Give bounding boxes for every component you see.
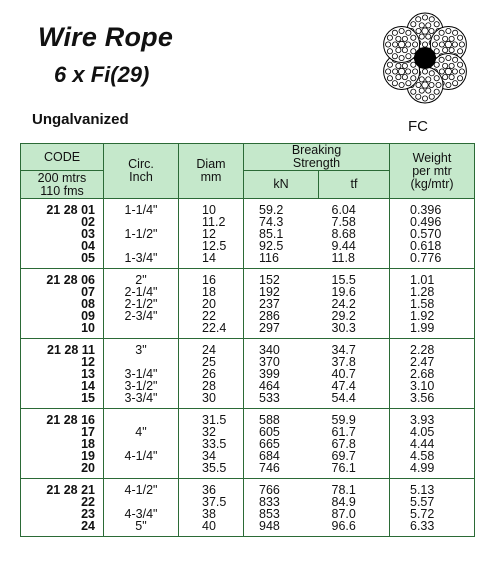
header-diam: Diam mm — [179, 144, 244, 199]
cell-value: 04 — [81, 239, 95, 253]
code-cell — [21, 339, 104, 409]
tf-cell — [319, 269, 390, 339]
weight-cell — [390, 339, 475, 409]
cell-value: 34.7 — [331, 343, 356, 357]
cell-value: 29.2 — [331, 309, 356, 323]
cell-value: 18 — [81, 437, 95, 451]
code-cell — [21, 199, 104, 269]
table-row-group — [21, 269, 475, 339]
cell-value: 23 — [81, 507, 95, 521]
cell-value: 21 28 01 — [46, 203, 95, 217]
cell-value: 464 — [259, 379, 280, 393]
cell-value: 21 28 11 — [47, 343, 95, 357]
circ-cell — [104, 479, 179, 537]
cell-value: 297 — [259, 321, 280, 335]
rope-cross-section-icon — [377, 10, 473, 106]
cell-value: 67.8 — [331, 437, 356, 451]
tf-cell — [319, 199, 390, 269]
cell-value: 3-1/4" — [124, 367, 158, 381]
cell-value: 35.5 — [202, 461, 227, 475]
cell-value: 69.7 — [331, 449, 356, 463]
cell-value: 6.33 — [410, 519, 435, 533]
cell-value: 96.6 — [331, 519, 356, 533]
cell-value: 15 — [81, 391, 95, 405]
cell-value: 4" — [135, 425, 147, 439]
cell-value: 1-1/4" — [124, 203, 158, 217]
cell-value: 92.5 — [259, 239, 284, 253]
cell-value: 192 — [259, 285, 280, 299]
cell-value: 17 — [81, 425, 95, 439]
cell-value: 2-3/4" — [124, 309, 158, 323]
product-title: Wire Rope — [38, 22, 174, 52]
cell-value: 08 — [81, 297, 95, 311]
cell-value: 2" — [135, 273, 147, 287]
finish-label: Ungalvanized — [32, 111, 129, 128]
cell-value: 24 — [202, 343, 216, 357]
cell-value: 03 — [81, 227, 95, 241]
cell-value: 399 — [259, 367, 280, 381]
table-row-group — [21, 339, 475, 409]
cell-value: 4.05 — [410, 425, 435, 439]
cell-value: 684 — [259, 449, 280, 463]
cell-value: 85.1 — [259, 227, 284, 241]
cell-value: 25 — [202, 355, 216, 369]
cell-value: 3.56 — [410, 391, 435, 405]
cell-value: 3" — [135, 343, 147, 357]
cell-value: 47.4 — [331, 379, 356, 393]
circ-cell — [104, 339, 179, 409]
tf-cell — [319, 479, 390, 537]
cell-value: 665 — [259, 437, 280, 451]
cell-value: 11.2 — [202, 215, 226, 229]
cell-value: 12 — [81, 355, 95, 369]
cell-value: 853 — [259, 507, 280, 521]
cell-value: 21 28 06 — [46, 273, 95, 287]
cell-value: 4.44 — [410, 437, 435, 451]
cell-value: 1.28 — [410, 285, 435, 299]
cell-value: 30 — [202, 391, 216, 405]
cell-value: 37.5 — [202, 495, 227, 509]
cell-value: 10 — [81, 321, 95, 335]
cell-value: 32 — [202, 425, 216, 439]
cell-value: 8.68 — [331, 227, 356, 241]
cell-value: 9.44 — [331, 239, 356, 253]
kn-cell — [244, 199, 319, 269]
cell-value: 4-1/4" — [124, 449, 158, 463]
cell-value: 2.47 — [410, 355, 435, 369]
cell-value: 40 — [202, 519, 216, 533]
cell-value: 19 — [81, 449, 95, 463]
core-label: FC — [408, 118, 428, 135]
header-tf: tf — [319, 171, 390, 199]
cell-value: 746 — [259, 461, 280, 475]
cell-value: 31.5 — [202, 413, 227, 427]
tf-cell — [319, 339, 390, 409]
cell-value: 54.4 — [331, 391, 356, 405]
cell-value: 340 — [259, 343, 280, 357]
circ-cell — [104, 269, 179, 339]
cell-value: 3.93 — [410, 413, 435, 427]
cell-value: 5.57 — [410, 495, 435, 509]
cell-value: 12.5 — [202, 239, 227, 253]
cell-value — [104, 462, 178, 474]
cell-value: 588 — [259, 413, 280, 427]
cell-value: 13 — [81, 367, 95, 381]
cell-value: 11.8 — [331, 251, 355, 265]
cell-value: 2-1/4" — [124, 285, 158, 299]
cell-value: 3-1/2" — [124, 379, 158, 393]
cell-value: 286 — [259, 309, 280, 323]
weight-cell — [390, 409, 475, 479]
cell-value: 78.1 — [331, 483, 356, 497]
cell-value: 14 — [81, 379, 95, 393]
cell-value: 37.8 — [331, 355, 356, 369]
cell-value: 59.2 — [259, 203, 284, 217]
cell-value: 0.396 — [410, 203, 442, 217]
header-code-length: 200 mtrs 110 fms — [21, 171, 104, 199]
cell-value: 948 — [259, 519, 280, 533]
diam-cell — [179, 479, 244, 537]
table-row-group — [21, 479, 475, 537]
cell-value: 22 — [81, 495, 95, 509]
code-cell — [21, 269, 104, 339]
weight-cell — [390, 199, 475, 269]
cell-value: 12 — [202, 227, 216, 241]
cell-value: 4.99 — [410, 461, 435, 475]
cell-value: 26 — [202, 367, 216, 381]
cell-value: 237 — [259, 297, 280, 311]
table-row-group — [21, 409, 475, 479]
cell-value: 1.01 — [410, 273, 435, 287]
cell-value — [104, 322, 178, 334]
cell-value: 24.2 — [331, 297, 356, 311]
cell-value: 09 — [81, 309, 95, 323]
kn-cell — [244, 479, 319, 537]
cell-value: 40.7 — [331, 367, 356, 381]
cell-value: 76.1 — [331, 461, 356, 475]
cell-value: 0.570 — [410, 227, 442, 241]
cell-value: 21 28 21 — [46, 483, 95, 497]
cell-value: 833 — [259, 495, 280, 509]
cell-value: 18 — [202, 285, 216, 299]
cell-value: 16 — [202, 273, 216, 287]
cell-value: 3-3/4" — [124, 391, 158, 405]
header-breaking-strength: Breaking Strength — [244, 144, 390, 171]
cell-value: 605 — [259, 425, 280, 439]
cell-value: 05 — [81, 251, 95, 265]
cell-value: 74.3 — [259, 215, 284, 229]
cell-value: 15.5 — [331, 273, 356, 287]
cell-value: 0.776 — [410, 251, 442, 265]
header-kn: kN — [244, 171, 319, 199]
cell-value: 02 — [81, 215, 95, 229]
cell-value: 0.496 — [410, 215, 442, 229]
cell-value: 21 28 16 — [46, 413, 95, 427]
cell-value: 766 — [259, 483, 280, 497]
cell-value: 2.68 — [410, 367, 435, 381]
header-code: CODE — [21, 144, 104, 171]
cell-value: 116 — [259, 251, 279, 265]
cell-value: 6.04 — [331, 203, 356, 217]
cell-value: 34 — [202, 449, 216, 463]
kn-cell — [244, 339, 319, 409]
cell-value: 36 — [202, 483, 216, 497]
cell-value: 19.6 — [331, 285, 356, 299]
cell-value: 4-1/2" — [124, 483, 158, 497]
cell-value: 24 — [81, 519, 95, 533]
circ-cell — [104, 199, 179, 269]
cell-value: 370 — [259, 355, 280, 369]
cell-value: 14 — [202, 251, 216, 265]
table-row-group — [21, 199, 475, 269]
weight-cell — [390, 269, 475, 339]
wire-rope-table — [20, 143, 475, 537]
cell-value: 533 — [259, 391, 280, 405]
cell-value: 2-1/2" — [124, 297, 158, 311]
cell-value: 22.4 — [202, 321, 227, 335]
diam-cell — [179, 339, 244, 409]
cell-value: 3.10 — [410, 379, 435, 393]
cell-value: 152 — [259, 273, 280, 287]
header-weight: Weight per mtr (kg/mtr) — [390, 144, 475, 199]
diam-cell — [179, 199, 244, 269]
cell-value: 84.9 — [331, 495, 356, 509]
cell-value: 5.13 — [410, 483, 435, 497]
cell-value: 2.28 — [410, 343, 435, 357]
cell-value: 7.58 — [331, 215, 356, 229]
cell-value: 07 — [81, 285, 95, 299]
product-subtitle: 6 x Fi(29) — [54, 62, 150, 87]
cell-value: 1.99 — [410, 321, 435, 335]
circ-cell — [104, 409, 179, 479]
table-header-row-1 — [21, 144, 475, 171]
diam-cell — [179, 409, 244, 479]
code-cell — [21, 409, 104, 479]
cell-value: 61.7 — [331, 425, 356, 439]
kn-cell — [244, 269, 319, 339]
cell-value: 33.5 — [202, 437, 227, 451]
cell-value: 1.92 — [410, 309, 435, 323]
header-circ: Circ. Inch — [104, 144, 179, 199]
diam-cell — [179, 269, 244, 339]
code-cell — [21, 479, 104, 537]
cell-value: 5" — [135, 519, 147, 533]
cell-value: 20 — [202, 297, 216, 311]
tf-cell — [319, 409, 390, 479]
cell-value: 38 — [202, 507, 216, 521]
cell-value: 1.58 — [410, 297, 435, 311]
cell-value: 10 — [202, 203, 216, 217]
cell-value: 4.58 — [410, 449, 435, 463]
cell-value: 1-1/2" — [124, 227, 158, 241]
cell-value: 1-3/4" — [124, 251, 158, 265]
cell-value: 4-3/4" — [124, 507, 158, 521]
cell-value: 22 — [202, 309, 216, 323]
cell-value: 28 — [202, 379, 216, 393]
cell-value: 59.9 — [331, 413, 356, 427]
cell-value: 30.3 — [331, 321, 356, 335]
cell-value: 20 — [81, 461, 95, 475]
kn-cell — [244, 409, 319, 479]
cell-value: 5.72 — [410, 507, 435, 521]
cell-value: 0.618 — [410, 239, 442, 253]
cell-value: 87.0 — [331, 507, 356, 521]
weight-cell — [390, 479, 475, 537]
